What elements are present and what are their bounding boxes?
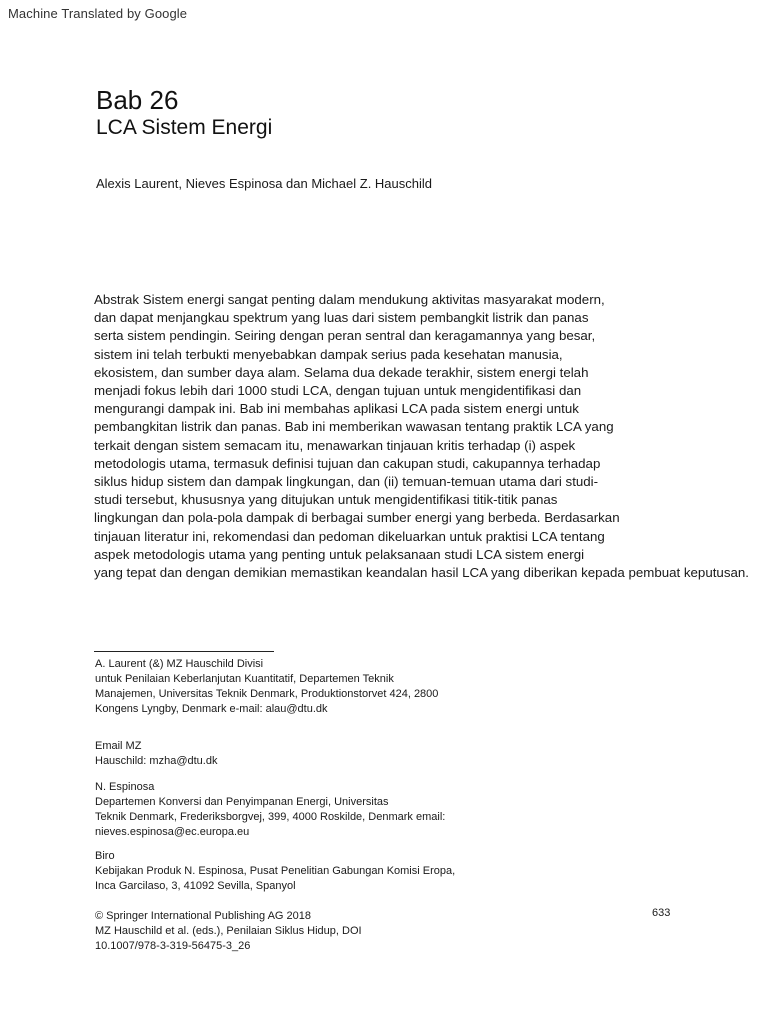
affiliation-line: Hauschild: mzha@dtu.dk <box>95 755 218 767</box>
affiliation-line: nieves.espinosa@ec.europa.eu <box>95 826 250 838</box>
abstract-line: mengurangi dampak ini. Bab ini membahas aplikasi LCA pada sistem energi untuk <box>94 401 579 417</box>
abstract-line: pembangkitan listrik dan panas. Bab ini memberikan wawasan tentang praktik LCA yang <box>94 419 614 435</box>
affiliation-line: N. Espinosa <box>95 781 155 793</box>
abstract-line: tinjauan literatur ini, rekomendasi dan pedoman dikeluarkan untuk praktisi LCA tentang <box>94 528 605 544</box>
citation-line: MZ Hauschild et al. (eds.), Penilaian Siklus Hidup, DOI <box>95 925 362 937</box>
abstract-line: terkait dengan sistem semacam itu, menawarkan tinjauan kritis terhadap (i) aspek <box>94 437 576 453</box>
affiliation-laurent-hauschild <box>95 657 695 717</box>
affiliation-line: Kebijakan Produk N. Espinosa, Pusat Penelitian Gabungan Komisi Eropa, <box>95 865 456 877</box>
affiliation-line: Inca Garcilaso, 3, 41092 Sevilla, Spanyol <box>95 880 296 892</box>
abstract-line: aspek metodologis utama yang penting untuk pelaksanaan studi LCA sistem energi <box>94 546 585 562</box>
abstract <box>94 291 768 582</box>
chapter-title: LCA Sistem Energi <box>96 116 273 139</box>
copyright-notice <box>95 909 515 954</box>
abstract-line: yang tepat dan dengan demikian memastikan keandalan hasil LCA yang diberikan kepada pembuat keputusan. <box>94 565 749 581</box>
affiliation-espinosa <box>95 780 695 840</box>
abstract-line: sistem ini telah terbukti menyebabkan dampak serius pada kesehatan manusia, <box>94 346 563 362</box>
affiliation-line: Manajemen, Universitas Teknik Denmark, Produktionstorvet 424, 2800 <box>95 688 439 700</box>
abstract-line: studi tersebut, khususnya yang ditujukan untuk mengidentifikasi titik-titik panas <box>94 492 558 508</box>
affiliation-line: Teknik Denmark, Frederiksborgvej, 399, 4000 Roskilde, Denmark email: <box>95 811 446 823</box>
page-number: 633 <box>652 907 671 919</box>
footnote-divider <box>94 651 274 652</box>
affiliation-hauschild-email <box>95 739 695 769</box>
abstract-line: lingkungan dan pola-pola dampak di berbagai sumber energi yang berbeda. Berdasarkan <box>94 510 620 526</box>
affiliation-line: A. Laurent (&) MZ Hauschild Divisi <box>95 658 264 670</box>
affiliation-line: Kongens Lyngby, Denmark e-mail: alau@dtu.dk <box>95 703 328 715</box>
abstract-line: serta sistem pendingin. Seiring dengan peran sentral dan keragamannya yang besar, <box>94 328 596 344</box>
chapter-number: Bab 26 <box>96 85 179 115</box>
doi-line: 10.1007/978-3-319-56475-3_26 <box>95 940 251 952</box>
author-list: Alexis Laurent, Nieves Espinosa dan Michael Z. Hauschild <box>96 176 433 191</box>
affiliation-line: Biro <box>95 850 115 862</box>
abstract-line: metodologis utama, termasuk definisi tujuan dan cakupan studi, cakupannya terhadap <box>94 455 601 471</box>
abstract-line: siklus hidup sistem dan dampak lingkungan, dan (ii) temuan-temuan utama dari studi- <box>94 474 599 490</box>
abstract-line: dan dapat menjangkau spektrum yang luas dari sistem pembangkit listrik dan panas <box>94 310 589 326</box>
affiliation-line: untuk Penilaian Keberlanjutan Kuantitatif, Departemen Teknik <box>95 673 394 685</box>
abstract-line: menjadi fokus lebih dari 1000 studi LCA, dengan tujuan untuk mengidentifikasi dan <box>94 383 582 399</box>
affiliation-line: Email MZ <box>95 740 142 752</box>
abstract-line: Abstrak Sistem energi sangat penting dalam mendukung aktivitas masyarakat modern, <box>94 292 605 307</box>
affiliation-line: Departemen Konversi dan Penyimpanan Energi, Universitas <box>95 796 389 808</box>
affiliation-espinosa-jrc <box>95 849 695 894</box>
copyright-line: © Springer International Publishing AG 2018 <box>95 910 312 922</box>
abstract-line: ekosistem, dan sumber daya alam. Selama dua dekade terakhir, sistem energi telah <box>94 364 589 380</box>
machine-translation-watermark: Machine Translated by Google <box>8 6 188 21</box>
